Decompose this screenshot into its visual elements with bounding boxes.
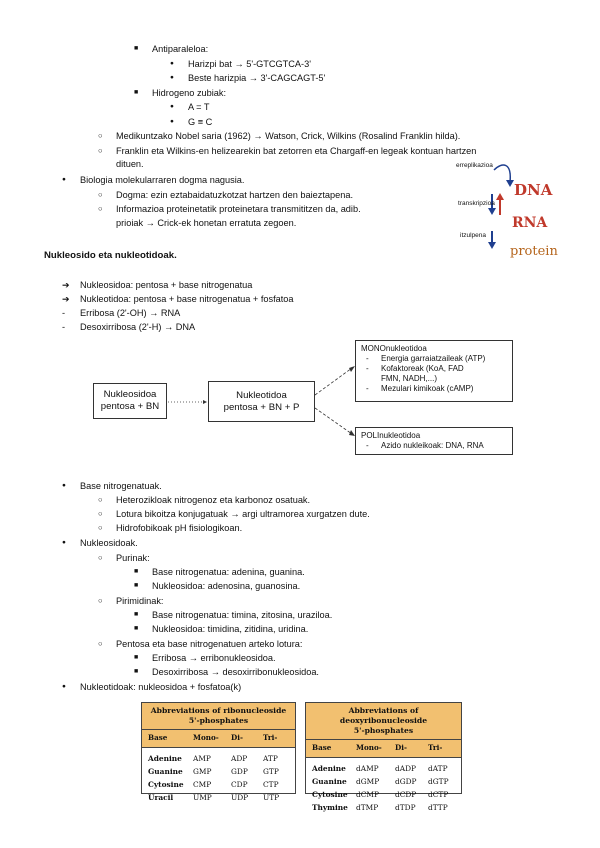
mono-item-3: - Mezulari kimikoak (cAMP) (366, 384, 474, 393)
def-nukleotidoa: ➔ Nukleotidoa: pentosa + base nitrogenatua + fosfatoa (80, 293, 294, 305)
box-nukleotidoa-l1: Nukleotidoa (236, 390, 287, 401)
list-item-info: ○ Informazioa proteinetatik proteinetara transmititzen da, adib. (116, 203, 361, 215)
table-cell: GMP (193, 767, 212, 776)
table-cell: dGDP (395, 777, 417, 786)
table-deoxy-header-mono: Mono- (356, 743, 382, 752)
table-cell: GDP (231, 767, 248, 776)
table-ribo-header-base: Base (148, 733, 168, 742)
table-cell: CMP (193, 780, 212, 789)
poli-title: POLInukleotidoa (361, 431, 421, 440)
table-cell: Thymine (312, 803, 348, 812)
dna-label: DNA (514, 181, 553, 199)
table-deoxy-header-di: Di- (395, 743, 407, 752)
table-cell: dATP (428, 764, 448, 773)
list-item-info-cont: prioiak → Crick-ek honetan erratuta zegoen. (116, 218, 297, 228)
translation-arrowhead (488, 242, 496, 249)
list-item-dogma: ○ Dogma: ezin eztabaidatuzkotzat hartzen den baieztapena. (116, 189, 353, 201)
list-item-harizpi1: ● Harizpi bat → 5'-GTCGTCA-3' (188, 58, 311, 70)
table-cell: CDP (231, 780, 248, 789)
list-item-purinak-nukleosidoa: ■ Nukleosidoa: adenosina, guanosina. (152, 580, 300, 592)
table-cell: dAMP (356, 764, 379, 773)
list-item-hidrofobikoak: ○ Hidrofobikoak pH fisiologikoan. (116, 522, 242, 534)
table-row (306, 801, 461, 814)
table-ribo-header-tri: Tri- (263, 733, 278, 742)
reverse-transcription-arrowhead (496, 193, 504, 200)
table-cell: dCDP (395, 790, 417, 799)
table-row (142, 765, 295, 778)
list-item-desoxirribosa: ■ Desoxirribosa → desoxirribonukleosidoa. (152, 666, 319, 678)
section-title: Nukleosido eta nukleotidoak. (44, 250, 177, 261)
table-cell: dADP (395, 764, 416, 773)
table-ribo-header-mono: Mono- (193, 733, 219, 742)
list-item-nobel: ○ Medikuntzako Nobel saria (1962) → Watson, Crick, Wilkins (Rosalind Franklin hilda). (116, 130, 460, 142)
table-deoxy-title (306, 703, 461, 740)
replication-arrowhead (506, 180, 514, 187)
table-ribo-header-row (142, 730, 295, 748)
box-mono (355, 340, 513, 402)
table-row (306, 762, 461, 775)
def-nukleosidoa: ➔ Nukleosidoa: pentosa + base nitrogenatua (80, 279, 252, 291)
list-item-nukleotidoak: ● Nukleotidoak: nukleosidoa + fosfatoa(k) (80, 681, 241, 693)
central-dogma-figure (454, 160, 564, 260)
table-row (142, 791, 295, 804)
table-row (306, 775, 461, 788)
table-ribo-title (142, 703, 295, 730)
mono-title: MONOnukleotidoa (361, 344, 427, 353)
table-cell: dTTP (428, 803, 448, 812)
table-ribo-title-l1: Abbreviations of ribonucleoside (150, 706, 287, 715)
table-deoxy-header-tri: Tri- (428, 743, 443, 752)
box-poli (355, 427, 513, 455)
list-item-lotura-bikoitza: ○ Lotura bikoitza konjugatuak → argi ultramorea xurgatzen dute. (116, 508, 370, 520)
table-deoxyribonucleoside (305, 702, 462, 812)
def-erribosa: - Erribosa (2'-OH) → RNA (80, 307, 180, 319)
box-nukleotidoa-l2: pentosa + BN + P (223, 402, 300, 413)
table-deoxy-title-l2: 5'-phosphates (353, 726, 414, 735)
table-cell: UMP (193, 793, 212, 802)
rna-label: RNA (512, 215, 548, 231)
table-cell: Cytosine (312, 790, 348, 799)
poli-item-1: - Azido nukleikoak: DNA, RNA (366, 441, 484, 450)
table-ribonucleoside (141, 702, 296, 802)
list-item-hidrogeno: ■ Hidrogeno zubiak: (152, 87, 226, 99)
list-item-erribosa: ■ Erribosa → erribonukleosidoa. (152, 652, 276, 664)
box-nukleosidoa (93, 383, 167, 419)
table-cell: UDP (231, 793, 249, 802)
table-row (142, 752, 295, 765)
list-item-purinak-base: ■ Base nitrogenatua: adenina, guanina. (152, 566, 305, 578)
table-cell: dTMP (356, 803, 379, 812)
table-cell: Adenine (312, 764, 346, 773)
box-nukleosidoa-l1: Nukleosidoa (103, 389, 157, 400)
list-item-pirimidinak-base: ■ Base nitrogenatua: timina, zitosina, uraziloa. (152, 609, 332, 621)
table-cell: Uracil (148, 793, 174, 802)
table-deoxy-title-l1: Abbreviations of deoxyribonucleoside (339, 706, 428, 725)
box-nukleotidoa (208, 381, 315, 422)
table-cell: Guanine (148, 767, 183, 776)
connector-to-poli (315, 408, 352, 434)
mono-item-1: - Energia garraiatzaileak (ATP) (366, 354, 486, 363)
list-item-bases: ● Base nitrogenatuak. (80, 480, 162, 492)
table-row (142, 778, 295, 791)
list-item-nukleosidoak: ● Nukleosidoak. (80, 537, 138, 549)
transcription-arrowhead (488, 208, 496, 215)
table-cell: ADP (231, 754, 248, 763)
list-item-gc: ● G ≡ C (188, 116, 212, 128)
table-ribo-header-di: Di- (231, 733, 243, 742)
table-cell: dGMP (356, 777, 380, 786)
table-cell: Adenine (148, 754, 182, 763)
table-cell: ATP (263, 754, 278, 763)
translation-label: itzulpena (460, 232, 487, 239)
replication-label: erreplikazioa (456, 162, 493, 169)
list-item-purinak: ○ Purinak: (116, 552, 150, 564)
transcription-label: transkripzioa (458, 200, 495, 207)
table-cell: Guanine (312, 777, 347, 786)
replication-arrow (494, 165, 510, 182)
table-cell: Cytosine (148, 780, 184, 789)
table-cell: CTP (263, 780, 279, 789)
def-desoxirribosa: - Desoxirribosa (2'-H) → DNA (80, 321, 195, 333)
list-item-lotura: ○ Pentosa eta base nitrogenatuen arteko lotura: (116, 638, 302, 650)
list-item-heterozikloak: ○ Heterozikloak nitrogenoz eta karbonoz osatuak. (116, 494, 310, 506)
table-cell: AMP (193, 754, 211, 763)
list-item-antiparaleloa: ■ Antiparaleloa: (152, 43, 208, 55)
protein-label: protein (510, 244, 558, 259)
mono-item-2: - Kofaktoreak (KoA, FAD (366, 364, 464, 373)
list-item-biologia: ● Biologia molekularraren dogma nagusia. (80, 174, 244, 186)
table-cell: dTDP (395, 803, 416, 812)
table-cell: dCMP (356, 790, 379, 799)
list-item-pirimidinak-nukleosidoa: ■ Nukleosidoa: timidina, zitidina, uridina. (152, 623, 308, 635)
table-deoxy-header-row (306, 740, 461, 758)
table-cell: dGTP (428, 777, 449, 786)
table-ribo-title-l2: 5'-phosphates (188, 716, 249, 725)
table-cell: GTP (263, 767, 279, 776)
list-item-pirimidinak: ○ Pirimidinak: (116, 595, 163, 607)
box-nukleosidoa-l2: pentosa + BN (100, 401, 160, 412)
table-cell: dCTP (428, 790, 449, 799)
list-item-franklin-cont: dituen. (116, 159, 144, 169)
table-row (306, 788, 461, 801)
list-item-harizpi2: ● Beste harizpia → 3'-CAGCAGT-5' (188, 72, 325, 84)
table-deoxy-header-base: Base (312, 743, 332, 752)
connector-arrowhead-1 (203, 400, 207, 404)
table-cell: UTP (263, 793, 280, 802)
connector-to-mono (315, 368, 352, 395)
mono-item-2-cont: FMN, NADH,...) (381, 374, 437, 383)
list-item-franklin: ○ Franklin eta Wilkins-en helizearekin bat zetorren eta Chargaff-en legeak kontuan hartzen (116, 145, 476, 157)
list-item-at: ● A = T (188, 101, 210, 113)
